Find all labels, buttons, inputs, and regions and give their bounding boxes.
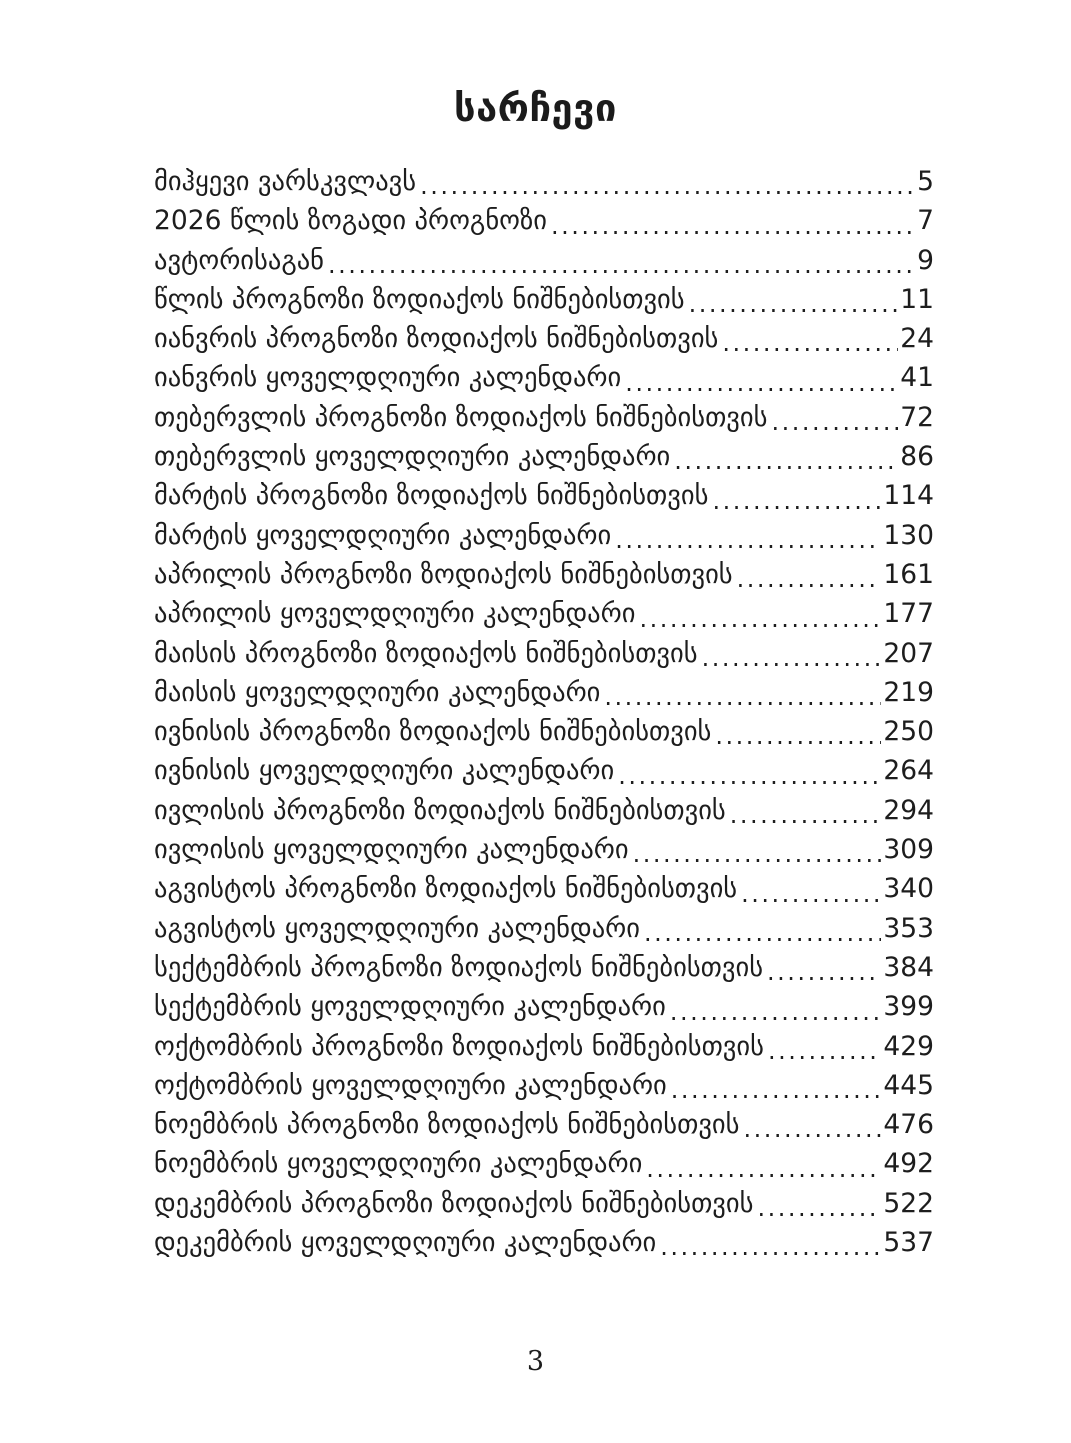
toc-entry-title: ავტორისაგან: [154, 244, 325, 276]
toc-entry-page: 161: [883, 558, 934, 590]
toc-entry[interactable]: [154, 795, 934, 834]
toc-entry-page: 41: [900, 362, 934, 394]
toc-entry-page: 429: [883, 1030, 934, 1062]
toc-entry-title: მარტის ყოველდღიური კალენდარი: [154, 519, 612, 551]
toc-leader-dots: [660, 1227, 881, 1266]
toc-leader-dots: [639, 598, 881, 637]
toc-leader-dots: [671, 1070, 882, 1109]
toc-entry-page: 353: [883, 912, 934, 944]
toc-leader-dots: [768, 1031, 881, 1070]
toc-entry-title: ივნისის პროგნოზი ზოდიაქოს ნიშნებისთვის: [154, 716, 712, 748]
toc-entry-title: ნოემბრის პროგნოზი ზოდიაქოს ნიშნებისთვის: [154, 1109, 740, 1141]
toc-entry[interactable]: [154, 323, 934, 362]
toc-entry[interactable]: [154, 834, 934, 873]
toc-entry-page: 219: [883, 676, 934, 708]
toc-entry-title: 2026 წლის ზოგადი პროგნოზი: [154, 205, 547, 237]
toc-entry-title: მარტის პროგნოზი ზოდიაქოს ნიშნებისთვის: [154, 480, 709, 512]
toc-entry[interactable]: [154, 441, 934, 480]
toc-leader-dots: [604, 677, 881, 716]
toc-leader-dots: [722, 323, 898, 362]
page-number: 3: [526, 1346, 545, 1377]
toc-leader-dots: [767, 952, 881, 991]
toc-entry-title: სექტემბრის პროგნოზი ზოდიაქოს ნიშნებისთვის: [154, 951, 764, 983]
toc-entry-page: 250: [883, 716, 934, 748]
toc-entry-page: 177: [883, 598, 934, 630]
toc-entry-title: თებერვლის ყოველდღიური კალენდარი: [154, 441, 671, 473]
toc-entry[interactable]: [154, 284, 934, 323]
toc-entry[interactable]: [154, 559, 934, 598]
toc-leader-dots: [615, 520, 881, 559]
toc-entry-title: მიჰყევი ვარსკვლავს: [154, 166, 417, 197]
toc-entry-title: ოქტომბრის პროგნოზი ზოდიაქოს ნიშნებისთვის: [154, 1030, 764, 1062]
page-title: სარჩევი: [454, 86, 617, 130]
toc-entry[interactable]: [154, 952, 934, 991]
toc-entry-page: 264: [883, 755, 934, 787]
toc-leader-dots: [618, 755, 881, 794]
toc-entry-page: 340: [883, 873, 934, 905]
toc-entry[interactable]: [154, 991, 934, 1030]
toc-leader-dots: [743, 1109, 881, 1148]
toc-entry-page: 384: [883, 951, 934, 983]
toc-entry-page: 445: [883, 1069, 934, 1101]
toc-entry[interactable]: [154, 205, 934, 244]
toc-leader-dots: [551, 205, 915, 244]
toc-entry-page: 7: [917, 205, 934, 237]
toc-entry[interactable]: [154, 1070, 934, 1109]
toc-entry-title: აპრილის პროგნოზი ზოდიაქოს ნიშნებისთვის: [154, 558, 733, 590]
toc-entry[interactable]: [154, 677, 934, 716]
toc-leader-dots: [715, 716, 881, 755]
toc-leader-dots: [757, 1188, 881, 1227]
toc-entry[interactable]: [154, 1148, 934, 1187]
toc-entry-title: მაისის პროგნოზი ზოდიაქოს ნიშნებისთვის: [154, 637, 698, 669]
toc-entry-page: 294: [883, 794, 934, 826]
toc-entry-page: 537: [883, 1227, 934, 1259]
toc-entry-title: ივლისის ყოველდღიური კალენდარი: [154, 834, 629, 866]
toc-leader-dots: [741, 873, 881, 912]
toc-entry-title: ოქტომბრის ყოველდღიური კალენდარი: [154, 1069, 667, 1101]
toc-entry-title: ნოემბრის ყოველდღიური კალენდარი: [154, 1148, 643, 1180]
toc-leader-dots: [625, 362, 898, 401]
toc-entry-title: აპრილის ყოველდღიური კალენდარი: [154, 598, 636, 630]
toc-entry[interactable]: [154, 913, 934, 952]
toc-list: [154, 166, 934, 1266]
toc-entry-page: 9: [917, 244, 934, 276]
toc-entry[interactable]: [154, 716, 934, 755]
toc-entry-title: ივლისის პროგნოზი ზოდიაქოს ნიშნებისთვის: [154, 794, 726, 826]
toc-leader-dots: [702, 638, 882, 677]
toc-entry[interactable]: [154, 245, 934, 284]
toc-leader-dots: [737, 559, 882, 598]
toc-entry-page: 5: [917, 166, 934, 197]
toc-leader-dots: [670, 991, 882, 1030]
toc-entry-page: 114: [883, 480, 934, 512]
toc-entry[interactable]: [154, 480, 934, 519]
toc-entry[interactable]: [154, 1031, 934, 1070]
toc-entry-title: დეკემბრის ყოველდღიური კალენდარი: [154, 1227, 657, 1259]
toc-leader-dots: [420, 166, 915, 205]
toc-entry-page: 24: [900, 323, 934, 355]
toc-entry-title: წლის პროგნოზი ზოდიაქოს ნიშნებისთვის: [154, 283, 685, 315]
toc-entry[interactable]: [154, 362, 934, 401]
toc-leader-dots: [689, 284, 899, 323]
toc-entry-page: 476: [883, 1109, 934, 1141]
toc-leader-dots: [646, 1148, 881, 1187]
toc-entry[interactable]: [154, 520, 934, 559]
toc-entry-title: იანვრის პროგნოზი ზოდიაქოს ნიშნებისთვის: [154, 323, 719, 355]
toc-entry-title: თებერვლის პროგნოზი ზოდიაქოს ნიშნებისთვის: [154, 401, 768, 433]
toc-entry-page: 309: [883, 834, 934, 866]
toc-entry-title: მაისის ყოველდღიური კალენდარი: [154, 676, 601, 708]
toc-entry-page: 72: [900, 401, 934, 433]
toc-entry[interactable]: [154, 1227, 934, 1266]
toc-entry-title: დეკემბრის პროგნოზი ზოდიაქოს ნიშნებისთვის: [154, 1187, 754, 1219]
toc-entry-page: 399: [883, 991, 934, 1023]
toc-entry[interactable]: [154, 638, 934, 677]
toc-entry-title: იანვრის ყოველდღიური კალენდარი: [154, 362, 622, 394]
toc-entry[interactable]: [154, 166, 934, 205]
toc-leader-dots: [712, 480, 881, 519]
toc-entry[interactable]: [154, 1109, 934, 1148]
toc-entry-title: ივნისის ყოველდღიური კალენდარი: [154, 755, 615, 787]
toc-leader-dots: [633, 834, 882, 873]
toc-entry[interactable]: [154, 873, 934, 912]
toc-entry[interactable]: [154, 402, 934, 441]
toc-entry-page: 130: [883, 519, 934, 551]
toc-entry-page: 207: [883, 637, 934, 669]
toc-entry-page: 86: [900, 441, 934, 473]
toc-leader-dots: [328, 245, 915, 284]
toc-entry-title: სექტემბრის ყოველდღიური კალენდარი: [154, 991, 666, 1023]
toc-entry[interactable]: [154, 755, 934, 794]
toc-entry[interactable]: [154, 1188, 934, 1227]
toc-entry-page: 522: [883, 1187, 934, 1219]
toc-leader-dots: [644, 913, 881, 952]
toc-leader-dots: [771, 402, 898, 441]
toc-entry[interactable]: [154, 598, 934, 637]
toc-leader-dots: [674, 441, 898, 480]
toc-entry-page: 492: [883, 1148, 934, 1180]
toc-leader-dots: [730, 795, 882, 834]
toc-entry-title: აგვისტოს პროგნოზი ზოდიაქოს ნიშნებისთვის: [154, 873, 738, 905]
toc-entry-title: აგვისტოს ყოველდღიური კალენდარი: [154, 912, 640, 944]
toc-entry-page: 11: [900, 283, 934, 315]
